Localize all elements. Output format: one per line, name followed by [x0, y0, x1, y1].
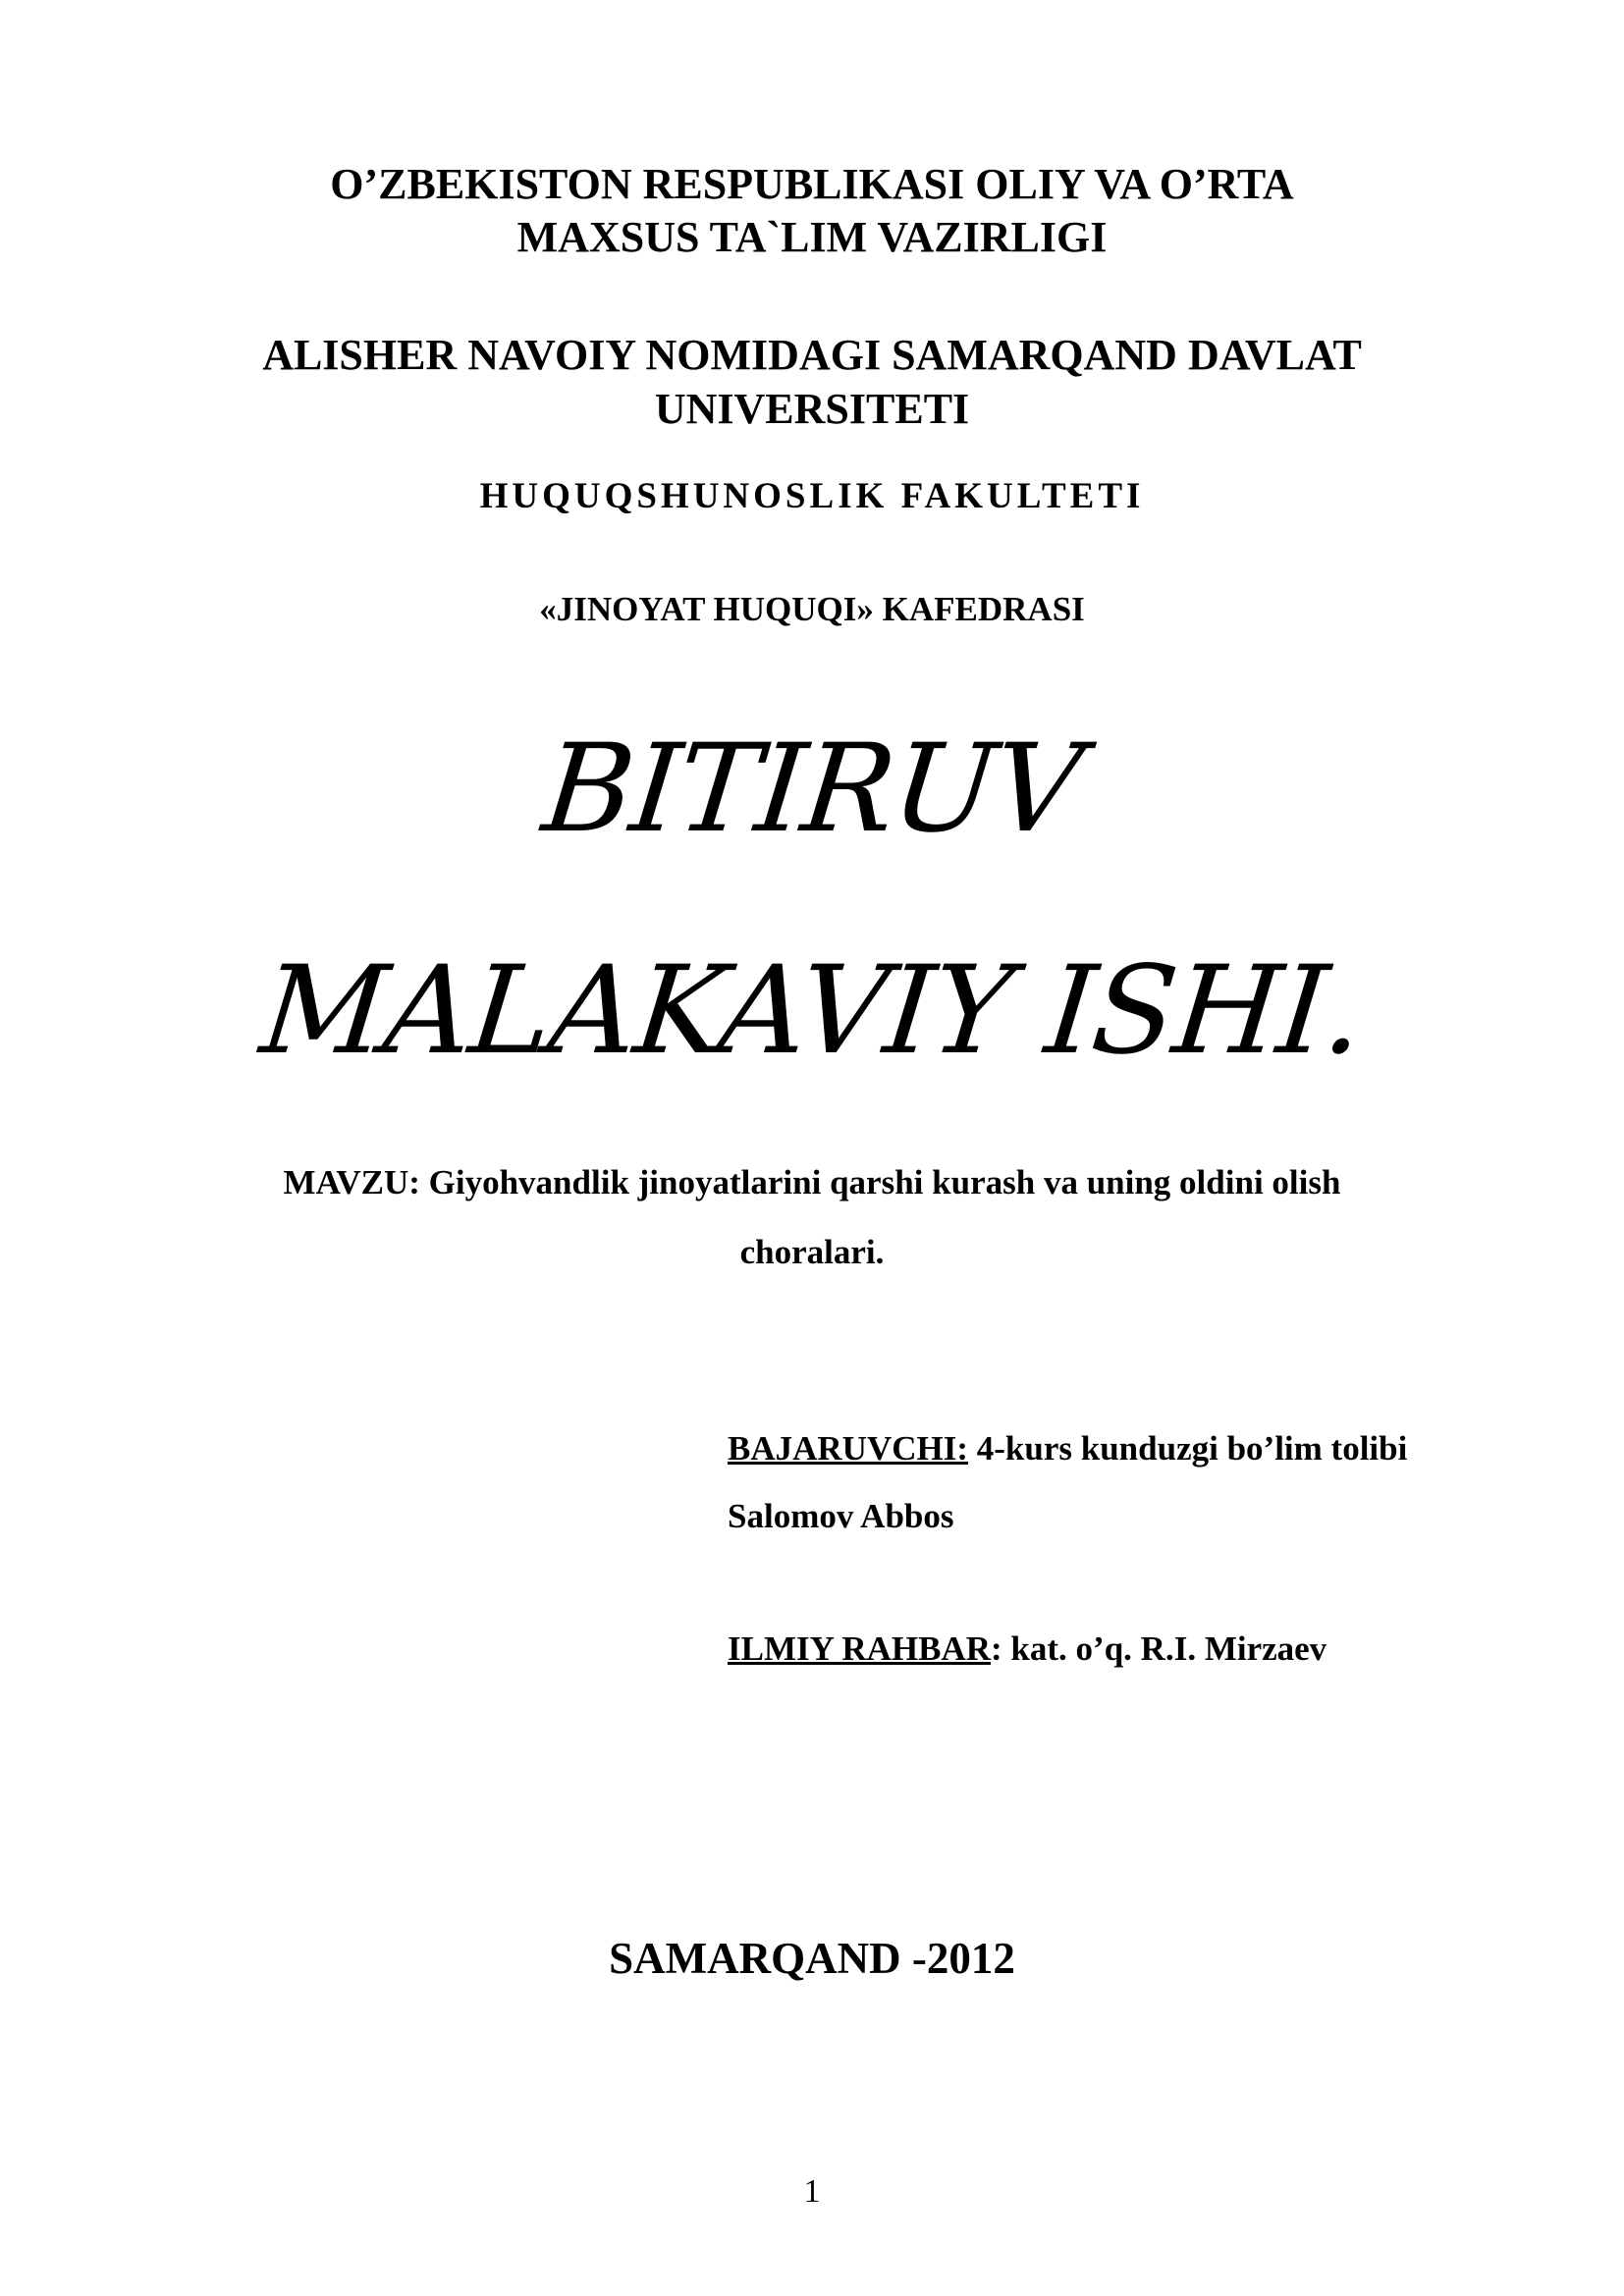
faculty-heading: HUQUQSHUNOSLIK FAKULTETI	[479, 476, 1145, 516]
university-heading-line-1: ALISHER NAVOIY NOMIDAGI SAMARQAND DAVLAT	[262, 331, 1362, 379]
author-description: 4-kurs kunduzgi bo’lim tolibi	[968, 1429, 1408, 1468]
supervisor-name: : kat. o’q. R.I. Mirzaev	[991, 1629, 1327, 1668]
document-title-line-2: MALAKAVIY ISHI.	[254, 940, 1370, 1082]
place-and-year: SAMARQAND -2012	[609, 1934, 1015, 1983]
department-heading: «JINOYAT HUQUQI» KAFEDRASI	[539, 590, 1085, 628]
university-heading-line-2: UNIVERSITETI	[654, 385, 970, 433]
supervisor-label: ILMIY RAHBAR	[728, 1629, 992, 1668]
topic-line-2: choralari.	[739, 1233, 885, 1271]
author-label: BAJARUVCHI:	[728, 1429, 968, 1468]
author-line	[728, 1431, 1407, 1466]
author-name: Salomov Abbos	[728, 1497, 954, 1535]
page-number: 1	[803, 2173, 821, 2210]
ministry-heading-line-2: MAXSUS TA`LIM VAZIRLIGI	[516, 213, 1108, 261]
ministry-heading-line-1: O’ZBEKISTON RESPUBLIKASI OLIY VA O’RTA	[330, 160, 1294, 208]
document-title-line-1: BITIRUV	[536, 719, 1088, 860]
supervisor-line	[728, 1631, 1326, 1666]
topic-line-1: MAVZU: Giyohvandlik jinoyatlarini qarshi kurash va uning oldini olish	[283, 1163, 1341, 1201]
